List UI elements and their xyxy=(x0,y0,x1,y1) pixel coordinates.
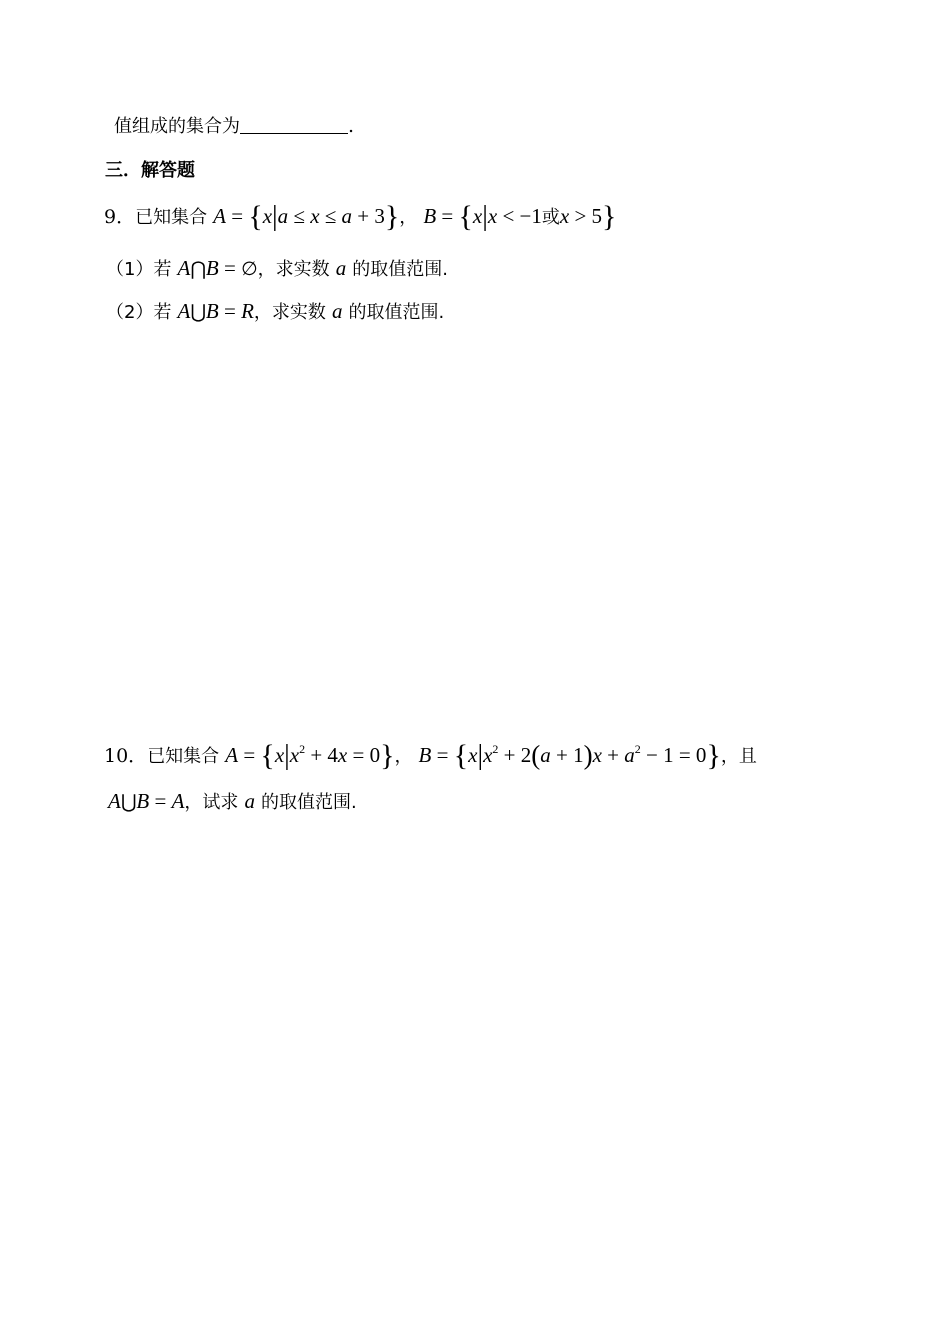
question-10: 10．已知集合 $A = \{x|x^2 + 4x = 0\}$， $B = \{x|x^2 + 2(a + 1)x + a^2 - 1 = 0\}$，且 xyxy=(104,739,757,772)
prev-question-end: . xyxy=(348,115,355,137)
q9-part1-expr: A⋂B = ∅ xyxy=(177,256,258,280)
q10-set-b: $B = \{x|x^2 + 2(a + 1)x + a^2 - 1 = 0\}$ xyxy=(418,739,721,772)
q9-set-b: B = {x|x < −1或x > 5} xyxy=(423,200,617,233)
q9-number: 9． xyxy=(104,206,136,228)
prev-question-text: 值组成的集合为 xyxy=(114,116,240,137)
q9-part2-expr: A⋃B = R xyxy=(177,299,254,323)
section-heading xyxy=(105,155,195,186)
answer-blank xyxy=(240,113,348,134)
q9-part-2: （2）若 A⋃B = R，求实数 a 的取值范围. xyxy=(106,299,445,323)
q9-part-1: （1）若 A⋂B = ∅，求实数 a 的取值范围. xyxy=(106,256,448,280)
prev-question-line xyxy=(114,111,354,142)
q10-intro: 已知集合 xyxy=(147,746,220,767)
question-9: 9．已知集合 A = {x|a ≤ x ≤ a + 3}， B = {x|x < −1或x > 5} xyxy=(104,200,617,233)
q9-intro: 已知集合 xyxy=(135,207,208,228)
q10-set-a: $A = \{x|x^2 + 4x = 0\}$ xyxy=(225,739,395,772)
q9-set-a: A = {x|a ≤ x ≤ a + 3} xyxy=(213,200,400,233)
section-title: 三．解答题 xyxy=(105,160,195,181)
q10-line-2: A⋃B = A，试求 a 的取值范围. xyxy=(108,789,357,813)
q10-line2-expr: A⋃B = A xyxy=(108,789,185,813)
q10-number: 10． xyxy=(104,745,148,767)
